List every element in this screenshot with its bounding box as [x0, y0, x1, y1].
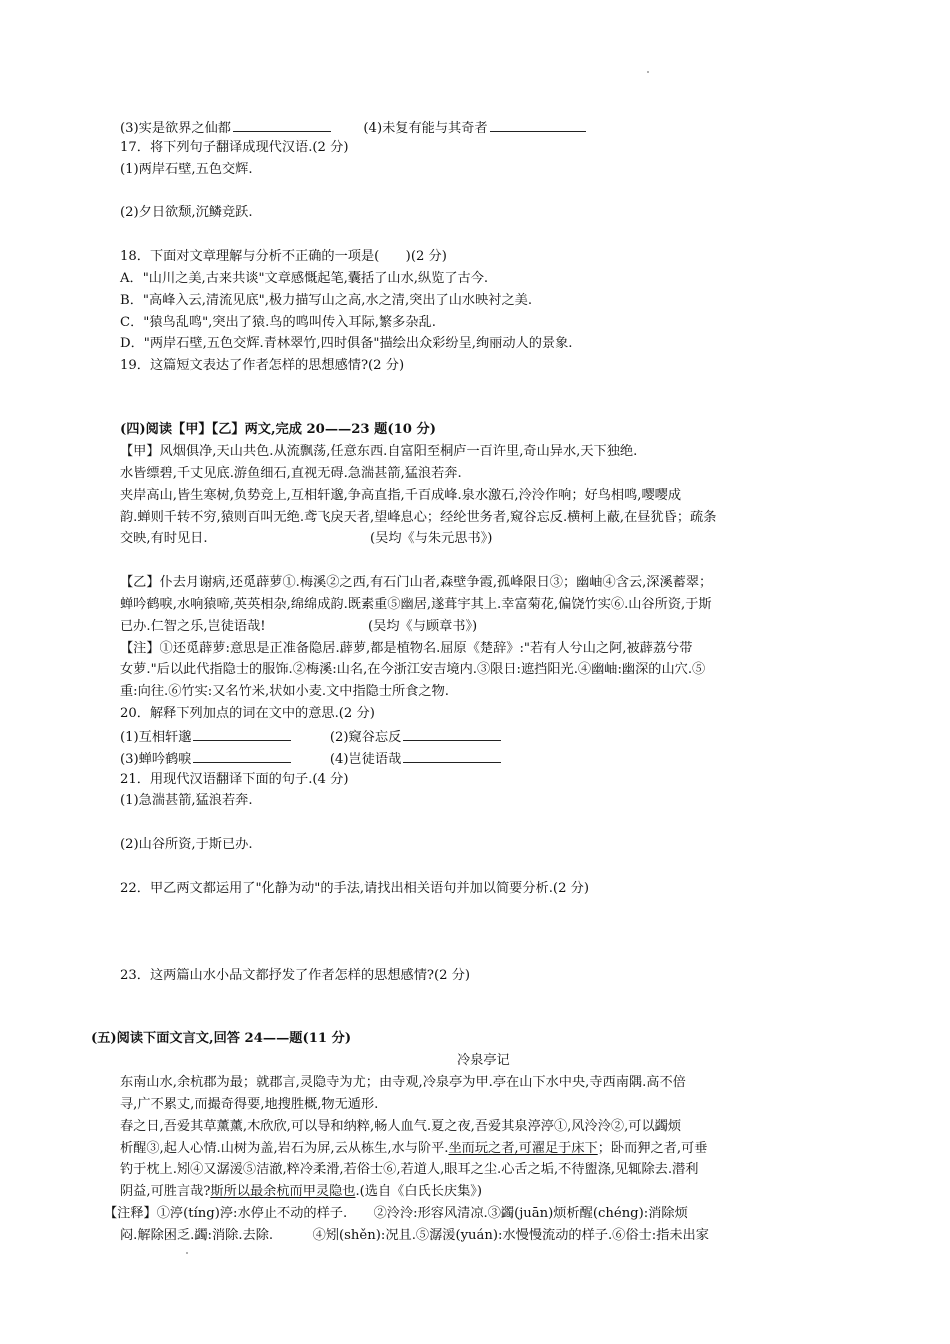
yi-line-1: 【乙】仆去月谢病,还觅薜萝①.梅溪②之西,有石门山者,森壁争霞,孤峰限日③；幽岫④含云,深溪蓄翠； — [120, 575, 713, 590]
jia-source: (吴均《与朱元思书》) — [370, 531, 493, 546]
p2-line-4 — [120, 1183, 482, 1201]
q19-stem: 19．这篇短文表达了作者怎样的思想感情?(2 分) — [120, 358, 405, 373]
p2-line-2-text: 析醒③,起人心情.山树为盖,岩石为屏,云从栋生,水与阶平. — [120, 1141, 449, 1156]
q16-item4: (4)未复有能与其奇者 — [363, 121, 488, 136]
p2-line-4-text: 阴益,可胜言哉? — [120, 1184, 211, 1199]
underlined-sentence-2: 斯所以最余杭而甲灵隐也 — [210, 1184, 356, 1199]
q17-sentence1: (1)两岸石壁,五色交辉. — [120, 162, 253, 177]
jia-line-5-text: 交映,有时见日. — [120, 531, 208, 546]
q18-stem: 18．下面对文章理解与分析不正确的一项是( )(2 分) — [120, 249, 447, 264]
p2-line-3: 钓于枕上.矧④又潺湲⑤洁澈,粹冷柔滑,若俗士⑥,若道人,眼耳之尘.心舌之垢,不待盥涤,见辄除去.潜利 — [120, 1162, 699, 1177]
notes-line-1: 【注】①还觅薜萝:意思是正准备隐居.薜萝,都是植物名.屈原《楚辞》:"若有人兮山之阿,被薜荔兮带 — [120, 641, 693, 656]
yi-line-2: 蝉吟鹤唳,水响猿啼,英英相杂,绵绵成韵.既素重⑤幽居,遂葺宇其上.幸富菊花,偏饶竹实⑥.山谷所资,于斯 — [120, 597, 712, 612]
q20-row2 — [120, 749, 503, 769]
p2-line-1: 春之日,吾爱其草薰薰,木欣欣,可以导和纳粹,畅人血气.夏之夜,吾爱其泉渟渟①,风泠泠②,可以蠲烦 — [120, 1119, 682, 1134]
q18-option-c: C．"猿鸟乱鸣",突出了猿.鸟的鸣叫传入耳际,繁多杂乱. — [120, 315, 436, 330]
q16-line — [120, 118, 588, 138]
annotation-line-1: 【注释】①渟(tíng)渟:水停止不动的样子. ②泠泠:形容风清凉.③蠲(juān)烦析醒(chéng):消除烦 — [104, 1206, 688, 1221]
q20-item1: (1)互相轩邈 — [120, 730, 192, 745]
answer-blank[interactable] — [193, 749, 291, 763]
answer-blank[interactable] — [233, 118, 331, 132]
q20-stem: 20．解释下列加点的词在文中的意思.(2 分) — [120, 706, 375, 721]
yi-line-3: 已办.仁智之乐,岂徒语哉! — [120, 619, 266, 634]
q23-stem: 23．这两篇山水小品文都抒发了作者怎样的思想感情?(2 分) — [120, 968, 471, 983]
q20-item3: (3)蝉吟鹤唳 — [120, 752, 192, 767]
scan-speck — [647, 71, 649, 73]
p2-line-2 — [120, 1140, 707, 1158]
jia-line-4: 韵.蝉则千转不穷,猿则百叫无绝.鸢飞戾天者,望峰息心；经纶世务者,窥谷忘反.横柯上蔽,在昼犹昏；疏条 — [120, 510, 717, 525]
answer-blank[interactable] — [193, 727, 291, 741]
answer-blank[interactable] — [403, 727, 501, 741]
q20-row1 — [120, 727, 503, 747]
q18-option-b: B．"高峰入云,清流见底",极力描写山之高,水之清,突出了山水映衬之美. — [120, 293, 533, 308]
jia-line-2: 水皆缥碧,千丈见底.游鱼细石,直视无碍.急湍甚箭,猛浪若奔. — [120, 466, 462, 481]
p1-line-2: 寻,广不累丈,而撮奇得要,地搜胜概,物无遁形. — [120, 1097, 379, 1112]
q21-sentence2: (2)山谷所资,于斯已办. — [120, 837, 253, 852]
q18-option-d: D．"两岸石壁,五色交辉.青林翠竹,四时俱备"描绘出众彩纷呈,绚丽动人的景象. — [120, 336, 573, 351]
q20-item4: (4)岂徒语哉 — [329, 752, 402, 767]
annotation-line-2: 闷.解除困乏.蠲:消除.去除. ④矧(shěn):况且.⑤潺湲(yuán):水慢慢流动的样子.⑥俗士:指未出家 — [120, 1228, 709, 1243]
notes-line-3: 重:向往.⑥竹实:又名竹米,状如小麦.文中指隐士所食之物. — [120, 684, 449, 699]
p2-line-4-tail: .(选自《白氏长庆集》) — [355, 1184, 483, 1199]
jia-line-5 — [120, 530, 208, 548]
q16-item3: (3)实是欲界之仙都 — [120, 121, 231, 136]
underlined-sentence-1: 坐而玩之者,可濯足于床下 — [448, 1141, 598, 1156]
q22-stem: 22．甲乙两文都运用了"化静为动"的手法,请找出相关语句并加以简要分析.(2 分) — [120, 881, 589, 896]
scan-speck — [186, 1252, 188, 1254]
jia-line-3: 夹岸高山,皆生寒树,负势竞上,互相轩邈,争高直指,千百成峰.泉水激石,泠泠作响；好鸟相鸣,嘤嘤成 — [120, 488, 682, 503]
q21-sentence1: (1)急湍甚箭,猛浪若奔. — [120, 793, 253, 808]
q18-option-a: A．"山川之美,古来共谈"文章感慨起笔,囊括了山水,纵览了古今. — [120, 271, 489, 286]
section4-heading: (四)阅读【甲】【乙】两文,完成 20——23 题(10 分) — [120, 422, 436, 437]
q17-stem: 17．将下列句子翻译成现代汉语.(2 分) — [120, 140, 349, 155]
passage-title: 冷泉亭记 — [457, 1053, 510, 1068]
answer-blank[interactable] — [403, 749, 501, 763]
yi-source: (吴均《与顾章书》) — [368, 619, 478, 634]
section5-heading: (五)阅读下面文言文,回答 24——题(11 分) — [91, 1031, 352, 1046]
p1-line-1: 东南山水,余杭郡为最；就郡言,灵隐寺为尤；由寺观,冷泉亭为甲.亭在山下水中央,寺西南隅.高不倍 — [120, 1075, 686, 1090]
q20-item2: (2)窥谷忘反 — [329, 730, 402, 745]
p2-line-2-tail: ；卧而狎之者,可垂 — [597, 1141, 708, 1156]
answer-blank[interactable] — [490, 118, 586, 132]
notes-line-2: 女萝."后以此代指隐士的服饰.②梅溪:山名,在今浙江安吉境内.③限日:遮挡阳光.④幽岫:幽深的山穴.⑤ — [120, 662, 706, 677]
jia-line-1: 【甲】风烟俱净,天山共色.从流飘荡,任意东西.自富阳至桐庐一百许里,奇山异水,天下独绝. — [120, 444, 638, 459]
q21-stem: 21．用现代汉语翻译下面的句子.(4 分) — [120, 772, 349, 787]
q17-sentence2: (2)夕日欲颓,沉鳞竞跃. — [120, 205, 253, 220]
